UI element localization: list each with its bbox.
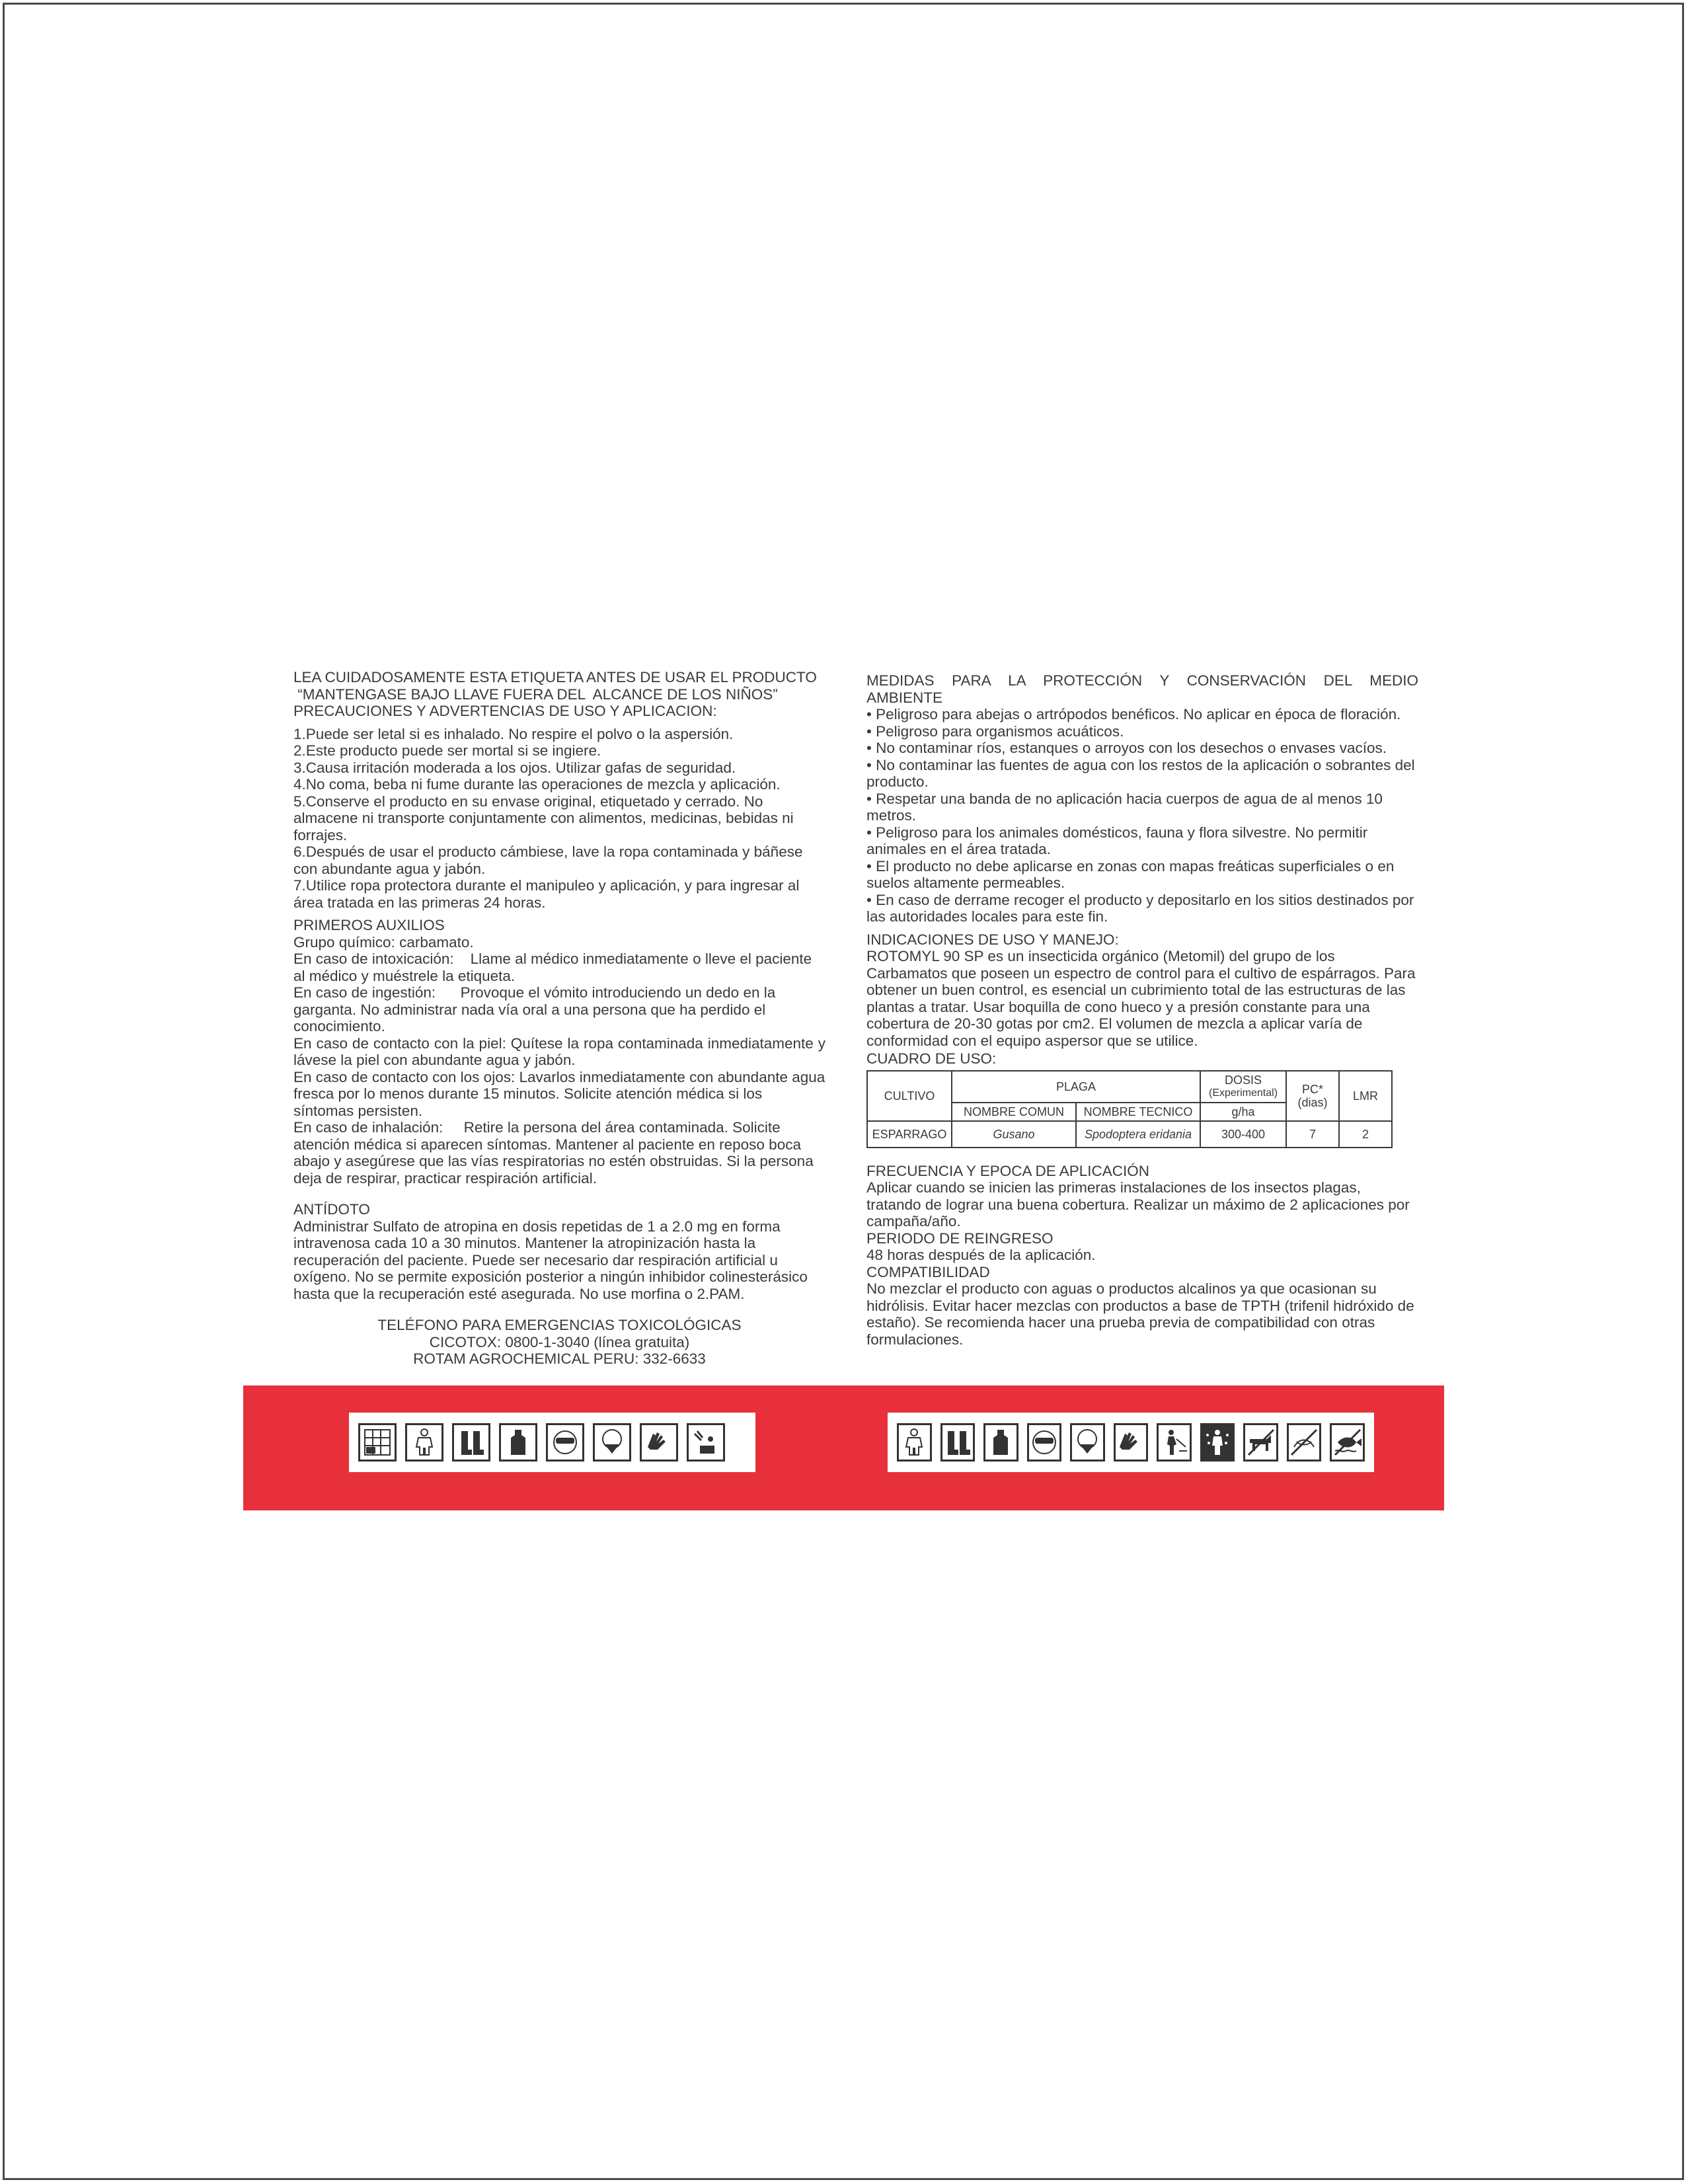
- th-pc: [1286, 1071, 1339, 1121]
- respirator-icon: [593, 1423, 631, 1462]
- th-dosis: [1200, 1071, 1286, 1103]
- env-item: • No contaminar ríos, estanques o arroyos con los desechos o envases vacíos.: [866, 740, 1387, 756]
- pictogram-strip-right: [888, 1413, 1374, 1472]
- usage-title: INDICACIONES DE USO Y MANEJO:: [866, 931, 1119, 948]
- cell-pc: 7: [1286, 1121, 1339, 1148]
- storage-lock-icon: [358, 1423, 397, 1462]
- boots-icon: [940, 1423, 976, 1462]
- th-nombre-tecnico: NOMBRE TECNICO: [1076, 1103, 1200, 1121]
- reentry-text: 48 horas después de la aplicación.: [866, 1247, 1096, 1263]
- first-aid-title: PRIMEROS AUXILIOS: [293, 917, 445, 933]
- th-dosis-sub: (Experimental): [1208, 1087, 1278, 1099]
- precaution-item: 5.Conserve el producto en su envase original, etiquetado y cerrado. No almacene ni transporte conjuntamente con alimentos, medicinas, bebidas ni forrajes.: [293, 793, 794, 843]
- env-title-cont: AMBIENTE: [866, 689, 943, 706]
- precaution-item: 4.No coma, beba ni fume durante las operaciones de mezcla y aplicación.: [293, 776, 781, 793]
- cell-dosis: 300-400: [1200, 1121, 1286, 1148]
- children-warning: “MANTENGASE BAJO LLAVE FUERA DEL ALCANCE DE LOS NIÑOS”: [293, 685, 778, 703]
- precautions-title: PRECAUCIONES Y ADVERTENCIAS DE USO Y APLICACION:: [293, 703, 717, 719]
- env-title: MEDIDAS PARA LA PROTECCIÓN Y CONSERVACIÓN DEL MEDIO: [866, 672, 1418, 689]
- cell-comun: Gusano: [952, 1121, 1076, 1148]
- emergency-phone-title: TELÉFONO PARA EMERGENCIAS TOXICOLÓGICAS: [377, 1317, 742, 1333]
- no-wildlife-icon: [1287, 1423, 1322, 1462]
- first-aid-item: En caso de contacto con los ojos: Lavarlos inmediatamente con abundante agua fresca por lo menos durante 15 minutos. Solicite atención médica si los síntomas persisten.: [293, 1068, 825, 1119]
- reentry-title: PERIODO DE REINGRESO: [866, 1229, 1054, 1247]
- th-cultivo: CULTIVO: [867, 1071, 952, 1121]
- rotam-phone: ROTAM AGROCHEMICAL PERU: 332-6633: [413, 1350, 706, 1367]
- gloves-icon: [1114, 1423, 1149, 1462]
- use-table: [866, 1070, 1393, 1148]
- precaution-item: 7.Utilice ropa protectora durante el manipuleo y aplicación, y para ingresar al área tratada en las primeras 24 horas.: [293, 877, 800, 911]
- goggles-icon: [546, 1423, 584, 1462]
- precaution-item: 3.Causa irritación moderada a los ojos. Utilizar gafas de seguridad.: [293, 759, 736, 776]
- right-column: [866, 672, 1418, 1348]
- th-unit: g/ha: [1200, 1103, 1286, 1121]
- precaution-item: 6.Después de usar el producto cámbiese, lave la ropa contaminada y báñese con abundante agua y jabón.: [293, 843, 803, 877]
- env-item: • En caso de derrame recoger el producto y depositarlo en los sitios destinados por las autoridades locales para este fin.: [866, 891, 1414, 925]
- compatibility-title: COMPATIBILIDAD: [866, 1263, 990, 1280]
- apply-powder-icon: [1200, 1423, 1235, 1462]
- first-aid-item: En caso de inhalación: Retire la persona del área contaminada. Solicite atención médica si aparecen síntomas. Mantener al paciente en reposo boca abajo y asegúrese que las vías respiratorias no estén obstruidas. Si la persona deja de respirar, practicar respiración artificial.: [293, 1119, 818, 1187]
- compatibility-text: No mezclar el producto con aguas o productos alcalinos ya que ocasionan su hidrólisis. Evitar hacer mezclas con productos a base de TPTH (trifenil hidróxido de estaño). Se recomienda hacer una prueba previa de compatibilidad con otras formulaciones.: [866, 1280, 1414, 1348]
- no-domestic-animals-icon: [1243, 1423, 1278, 1462]
- env-item: • Peligroso para los animales domésticos, fauna y flora silvestre. No permitir animales en el área tratada.: [866, 824, 1368, 857]
- antidote-title: ANTÍDOTO: [293, 1201, 370, 1218]
- respirator-icon: [1070, 1423, 1105, 1462]
- cell-cultivo: ESPARRAGO: [867, 1121, 952, 1148]
- th-lmr: LMR: [1339, 1071, 1392, 1121]
- first-aid-item: En caso de ingestión: Provoque el vómito introduciendo un dedo en la garganta. No administrar nada vía oral a una persona que ha perdido el conocimiento.: [293, 984, 780, 1034]
- env-item: • Peligroso para organismos acuáticos.: [866, 722, 1124, 740]
- label-warning-title: LEA CUIDADOSAMENTE ESTA ETIQUETA ANTES DE USAR EL PRODUCTO: [293, 669, 817, 685]
- spraying-icon: [1157, 1423, 1192, 1462]
- th-nombre-comun: NOMBRE COMUN: [952, 1103, 1076, 1121]
- protective-suit-icon: [897, 1423, 932, 1462]
- env-item: • Respetar una banda de no aplicación hacia cuerpos de agua de al menos 10 metros.: [866, 790, 1383, 824]
- apron-icon: [499, 1423, 537, 1462]
- th-plaga: PLAGA: [952, 1071, 1200, 1103]
- first-aid-item: En caso de intoxicación: Llame al médico inmediatamente o lleve el paciente al médico y muéstrele la etiqueta.: [293, 951, 816, 984]
- th-dosis-label: DOSIS: [1224, 1073, 1262, 1087]
- frequency-text: Aplicar cuando se inicien las primeras instalaciones de los insectos plagas, tratando de lograr una buena cobertura. Realizar un máximo de 2 aplicaciones por campaña/año.: [866, 1179, 1410, 1229]
- th-pc-label: PC*: [1301, 1082, 1323, 1096]
- env-item: • Peligroso para abejas o artrópodos benéficos. No aplicar en época de floración.: [866, 706, 1401, 722]
- no-fish-icon: [1330, 1423, 1365, 1462]
- cell-tecnico: Spodoptera eridania: [1076, 1121, 1200, 1148]
- first-aid-item: Grupo químico: carbamato.: [293, 933, 474, 951]
- frequency-title: FRECUENCIA Y EPOCA DE APLICACIÓN: [866, 1162, 1150, 1179]
- usage-text: ROTOMYL 90 SP es un insecticida orgánico (Metomil) del grupo de los Carbamatos que poseen un espectro de control para el cultivo de espárragos. Para obtener un buen control, es esencial un cubrimiento total de las estructuras de las plantas a tratar. Usar boquilla de cono hueco y a presión constante para una cobertura de 20-30 gotas por cm2. El volumen de mezcla a aplicar varía de conformidad con el equipo aspersor que se utilice.: [866, 948, 1416, 1049]
- boots-icon: [452, 1423, 490, 1462]
- th-pc-sub: (dias): [1297, 1095, 1328, 1109]
- precaution-item: 2.Este producto puede ser mortal si se ingiere.: [293, 742, 601, 759]
- cicotox-phone: CICOTOX: 0800-1-3040 (línea gratuita): [429, 1333, 690, 1350]
- gloves-icon: [640, 1423, 678, 1462]
- env-item: • El producto no debe aplicarse en zonas con mapas freáticas superficiales o en suelos altamente permeables.: [866, 857, 1395, 891]
- goggles-icon: [1027, 1423, 1062, 1462]
- table-title: CUADRO DE USO:: [866, 1050, 997, 1067]
- protective-suit-icon: [405, 1423, 443, 1462]
- pictogram-strip-left: [349, 1413, 755, 1472]
- page-border: [3, 3, 1684, 2180]
- wash-hands-icon: [687, 1423, 725, 1462]
- left-column: [293, 669, 825, 1368]
- table-row: [867, 1121, 1392, 1148]
- precaution-item: 1.Puede ser letal si es inhalado. No respire el polvo o la aspersión.: [293, 725, 734, 742]
- env-item: • No contaminar las fuentes de agua con los restos de la aplicación o sobrantes del producto.: [866, 756, 1415, 790]
- apron-icon: [983, 1423, 1018, 1462]
- first-aid-item: En caso de contacto con la piel: Quítese la ropa contaminada inmediatamente y lávese la piel con abundante agua y jabón.: [293, 1034, 825, 1068]
- antidote-text: Administrar Sulfato de atropina en dosis repetidas de 1 a 2.0 mg en forma intravenosa cada 10 a 30 minutos. Mantener la atropinización hasta la recuperación del paciente. Puede ser necesario dar respiración artificial u oxígeno. No se permite exposición posterior a ningún inhibidor colinesterásico hasta que la recuperación esté asegurada. No use morfina o 2.PAM.: [293, 1218, 808, 1302]
- cell-lmr: 2: [1339, 1121, 1392, 1148]
